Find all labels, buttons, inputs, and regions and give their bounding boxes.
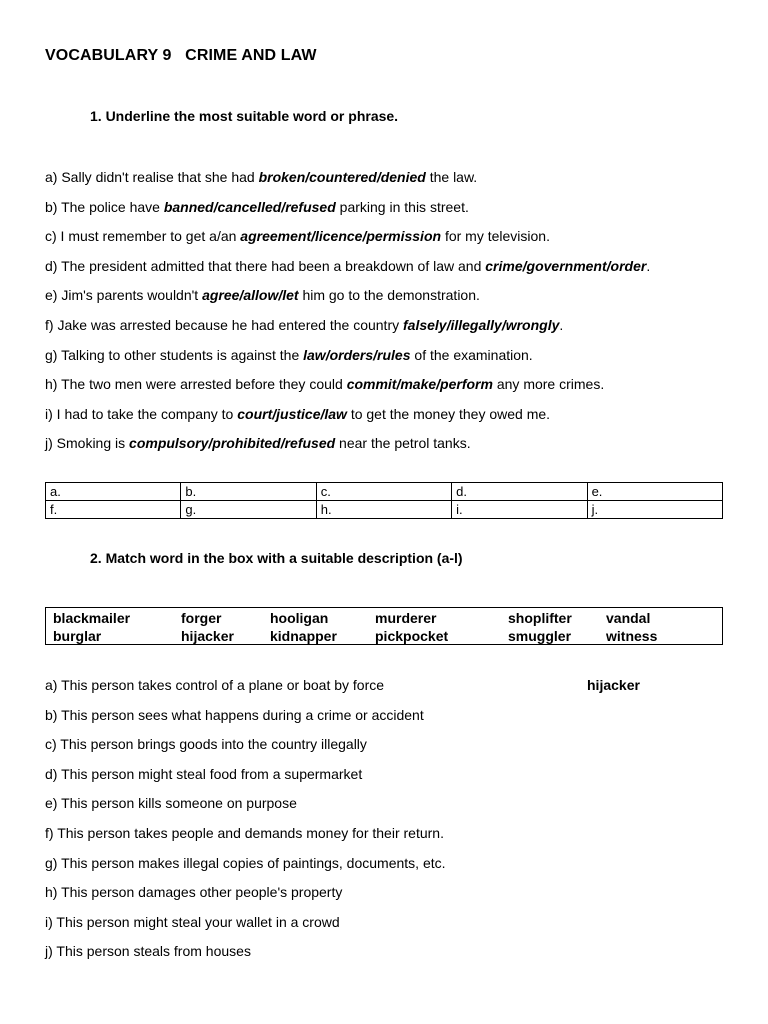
answer-text[interactable]: hijacker (587, 677, 640, 693)
description-item-f (45, 824, 725, 854)
answer-cell[interactable]: j. (587, 501, 722, 519)
description-text: c) This person brings goods into the country illegally (45, 736, 367, 753)
answer-options[interactable]: broken/countered/denied (258, 169, 426, 185)
question-text-end: near the petrol tanks. (335, 435, 471, 452)
answer-cell[interactable]: c. (316, 483, 451, 501)
word-item: pickpocket (375, 628, 449, 644)
answer-options[interactable]: agreement/licence/permission (240, 228, 442, 245)
word-box (45, 607, 723, 645)
description-text: i) This person might steal your wallet in a crowd (45, 913, 340, 930)
description-item-b (45, 706, 725, 736)
answer-options[interactable]: crime/government/order (485, 257, 647, 274)
question-text-end: for my television. (441, 228, 550, 245)
description-item-a (45, 676, 725, 706)
answer-cell[interactable]: d. (452, 483, 587, 501)
description-item-g (45, 854, 725, 884)
answer-options[interactable]: banned/cancelled/refused (163, 198, 336, 215)
answer-options[interactable]: commit/make/perform (346, 376, 493, 393)
answer-options[interactable]: agree/allow/let (202, 287, 299, 304)
question-text-end: of the examination. (410, 346, 533, 363)
description-text: d) This person might steal food from a supermarket (45, 765, 363, 782)
section2-heading: 2. Match word in the box with a suitable description (a-l) (90, 550, 463, 566)
question-text: e) Jim's parents wouldn't (45, 287, 203, 304)
description-text: a) This person takes control of a plane or boat by force (45, 677, 385, 693)
question-text: f) Jake was arrested because he had entered the country (45, 316, 403, 333)
answer-cell[interactable]: b. (181, 483, 316, 501)
description-text: f) This person takes people and demands money for their return. (45, 824, 444, 841)
word-item: burglar (53, 628, 102, 644)
question-text: b) The police have (45, 198, 164, 215)
question-text: c) I must remember to get a/an (45, 228, 241, 245)
question-text: g) Talking to other students is against the (45, 346, 304, 363)
word-item: shoplifter (508, 610, 572, 626)
page-title: VOCABULARY 9 CRIME AND LAW (45, 47, 317, 64)
question-text: d) The president admitted that there had been a breakdown of law and (45, 257, 486, 274)
word-item: hijacker (181, 628, 234, 644)
section1-question-list (45, 168, 650, 464)
answer-cell[interactable]: a. (46, 483, 181, 501)
question-item-d (45, 257, 650, 287)
answer-cell[interactable]: g. (181, 501, 316, 519)
question-item-b (45, 198, 650, 228)
word-item: blackmailer (53, 610, 131, 626)
description-text: b) This person sees what happens during a crime or accident (45, 706, 424, 723)
question-item-c (45, 227, 650, 257)
description-item-e (45, 794, 725, 824)
question-item-a (45, 168, 650, 198)
section1-heading: 1. Underline the most suitable word or phrase. (90, 108, 399, 124)
description-item-j (45, 942, 725, 972)
question-text-end: to get the money they owed me. (346, 405, 551, 422)
answer-cell[interactable]: e. (587, 483, 722, 501)
question-text-end: him go to the demonstration. (298, 287, 480, 304)
word-item: witness (606, 628, 658, 644)
question-item-f (45, 316, 650, 346)
description-item-h (45, 883, 725, 913)
section2-description-list (45, 676, 725, 972)
description-item-i (45, 913, 725, 943)
question-text-end: . (559, 316, 564, 333)
answer-options[interactable]: court/justice/law (237, 405, 347, 422)
table-row (46, 483, 723, 501)
word-item: murderer (375, 610, 437, 626)
question-item-i (45, 405, 650, 435)
question-text-end: the law. (425, 169, 478, 185)
question-text: h) The two men were arrested before they could (45, 376, 347, 393)
description-text: e) This person kills someone on purpose (45, 795, 297, 812)
question-text-end: . (646, 257, 651, 274)
answer-cell[interactable]: f. (46, 501, 181, 519)
question-text: j) Smoking is (45, 435, 130, 452)
answer-cell[interactable]: h. (316, 501, 451, 519)
question-text: i) I had to take the company to (45, 405, 238, 422)
description-text: j) This person steals from houses (45, 943, 251, 960)
question-text-end: parking in this street. (335, 198, 469, 215)
word-item: kidnapper (270, 628, 337, 644)
description-item-d (45, 765, 725, 795)
question-item-h (45, 375, 650, 405)
description-text: h) This person damages other people's property (45, 884, 343, 901)
word-item: hooligan (270, 610, 329, 626)
answer-options[interactable]: law/orders/rules (303, 346, 411, 363)
description-text: g) This person makes illegal copies of paintings, documents, etc. (45, 854, 446, 871)
question-item-j (45, 434, 650, 464)
table-row (46, 501, 723, 519)
answer-cell[interactable]: i. (452, 501, 587, 519)
question-text: a) Sally didn't realise that she had (45, 169, 259, 185)
answer-options[interactable]: falsely/illegally/wrongly (403, 316, 560, 333)
question-item-e (45, 286, 650, 316)
word-item: forger (181, 610, 222, 626)
question-item-g (45, 346, 650, 376)
answer-options[interactable]: compulsory/prohibited/refused (129, 435, 336, 452)
description-item-c (45, 735, 725, 765)
word-item: vandal (606, 610, 651, 626)
word-item: smuggler (508, 628, 572, 644)
question-text-end: any more crimes. (492, 376, 605, 393)
answer-table (45, 482, 723, 519)
